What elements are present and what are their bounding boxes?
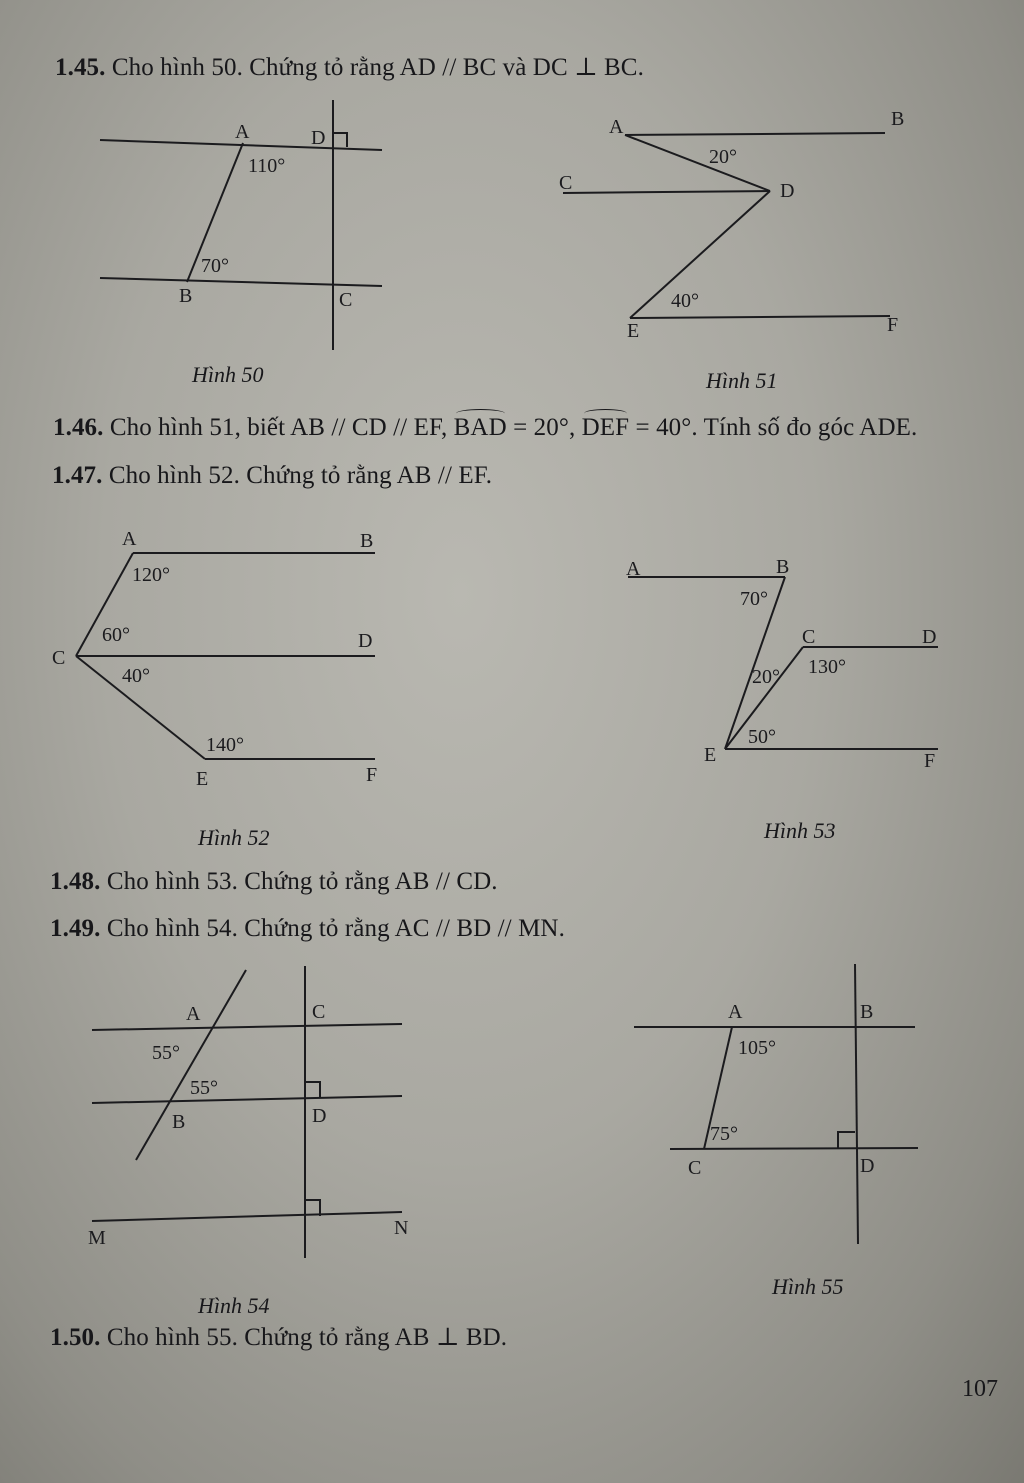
angle-bad: BAD <box>453 414 507 441</box>
label-c: C <box>339 289 353 311</box>
line-cd <box>670 1148 918 1149</box>
line-bc <box>100 278 382 286</box>
line-ac <box>92 1024 402 1030</box>
problem-text: Cho hình 55. Chứng tỏ rằng AB ⊥ BD. <box>106 1324 508 1351</box>
line-mn <box>92 1212 402 1221</box>
angle-a-label: 20° <box>709 146 737 168</box>
label-b: B <box>860 1001 874 1023</box>
label-d: D <box>311 127 326 149</box>
label-a: A <box>186 1003 201 1025</box>
problem-number: 1.45. <box>55 54 106 81</box>
problem-1-46 <box>53 414 917 442</box>
problem-number: 1.48. <box>50 868 101 895</box>
segment-de <box>630 191 770 318</box>
angle-a-label: 105° <box>738 1037 776 1059</box>
angle-c-label: 75° <box>710 1123 738 1145</box>
problem-1-47 <box>52 462 492 490</box>
right-angle-mark <box>305 1082 320 1098</box>
page-number: 107 <box>962 1376 998 1402</box>
problem-1-48 <box>50 868 498 896</box>
label-e: E <box>196 768 209 790</box>
problem-1-45 <box>55 52 644 82</box>
figure-54 <box>82 962 422 1262</box>
label-b: B <box>179 285 193 307</box>
label-b: B <box>360 530 374 552</box>
label-a: A <box>122 528 137 550</box>
line-ef <box>630 316 890 318</box>
label-d: D <box>922 626 937 648</box>
figure-51 <box>555 105 915 345</box>
angle-c1-label: 60° <box>102 624 130 646</box>
angle-a-label: 110° <box>248 155 286 177</box>
label-a: A <box>626 558 641 580</box>
problem-text-part-1: Cho hình 51, biết AB // CD // EF, <box>109 414 454 441</box>
problem-text-part-3: = 40°. Tính số đo góc ADE. <box>629 414 918 441</box>
angle-c2-label: 130° <box>808 656 846 678</box>
label-d: D <box>780 180 795 202</box>
angle-b-label: 70° <box>201 255 229 277</box>
label-n: N <box>394 1217 409 1239</box>
figure-55 <box>630 960 925 1250</box>
line-ab <box>625 133 885 135</box>
label-d: D <box>860 1155 875 1177</box>
figure-52 <box>50 525 390 790</box>
label-c: C <box>312 1001 326 1023</box>
angle-a-label: 55° <box>152 1042 180 1064</box>
caption-hinh-53: Hình 53 <box>764 818 836 843</box>
line-bd <box>855 964 858 1244</box>
caption-hinh-51: Hình 51 <box>706 368 778 393</box>
label-c: C <box>688 1157 702 1179</box>
angle-def: DEF <box>581 414 630 441</box>
problem-number: 1.50. <box>50 1324 101 1351</box>
label-b: B <box>776 556 790 578</box>
figure-50 <box>95 100 395 360</box>
angle-e-label: 50° <box>748 726 776 748</box>
angle-b-label: 55° <box>190 1077 218 1099</box>
transversal-ab <box>136 970 246 1160</box>
line-bd <box>92 1096 402 1103</box>
angle-c2-label: 40° <box>122 665 150 687</box>
label-m: M <box>88 1227 106 1249</box>
label-e: E <box>704 744 717 766</box>
right-angle-mark <box>333 133 347 147</box>
caption-hinh-55: Hình 55 <box>772 1274 844 1299</box>
angle-c1-label: 20° <box>752 666 780 688</box>
label-d: D <box>312 1105 327 1127</box>
problem-text: Cho hình 52. Chứng tỏ rằng AB // EF. <box>108 462 493 489</box>
angle-e-label: 40° <box>671 290 699 312</box>
label-a: A <box>235 121 250 143</box>
label-e: E <box>627 320 640 342</box>
segment-ad <box>625 135 770 191</box>
label-f: F <box>366 764 378 786</box>
figure-53 <box>620 555 950 780</box>
label-c: C <box>802 626 816 648</box>
caption-hinh-54: Hình 54 <box>198 1293 270 1318</box>
label-a: A <box>728 1001 743 1023</box>
problem-1-50 <box>50 1322 507 1352</box>
problem-1-49 <box>50 915 565 943</box>
problem-number: 1.49. <box>50 915 101 942</box>
label-a: A <box>609 116 624 138</box>
problem-text: Cho hình 53. Chứng tỏ rằng AB // CD. <box>106 868 498 895</box>
label-f: F <box>924 750 936 772</box>
caption-hinh-50: Hình 50 <box>192 362 264 387</box>
right-angle-mark <box>838 1132 855 1148</box>
label-f: F <box>887 314 899 336</box>
problem-text: Cho hình 50. Chứng tỏ rằng AD // BC và DC ⊥ BC. <box>111 54 644 81</box>
problem-number: 1.46. <box>53 414 104 441</box>
label-c: C <box>52 647 66 669</box>
problem-text: Cho hình 54. Chứng tỏ rằng AC // BD // MN. <box>106 915 565 942</box>
caption-hinh-52: Hình 52 <box>198 825 270 850</box>
angle-e-label: 140° <box>206 734 244 756</box>
label-b: B <box>172 1111 186 1133</box>
problem-number: 1.47. <box>52 462 103 489</box>
line-cd <box>563 191 770 193</box>
angle-a-label: 120° <box>132 564 170 586</box>
angle-b-label: 70° <box>740 588 768 610</box>
label-d: D <box>358 630 373 652</box>
label-c: C <box>559 172 573 194</box>
label-b: B <box>891 108 905 130</box>
problem-text-part-2: = 20°, <box>506 414 582 441</box>
